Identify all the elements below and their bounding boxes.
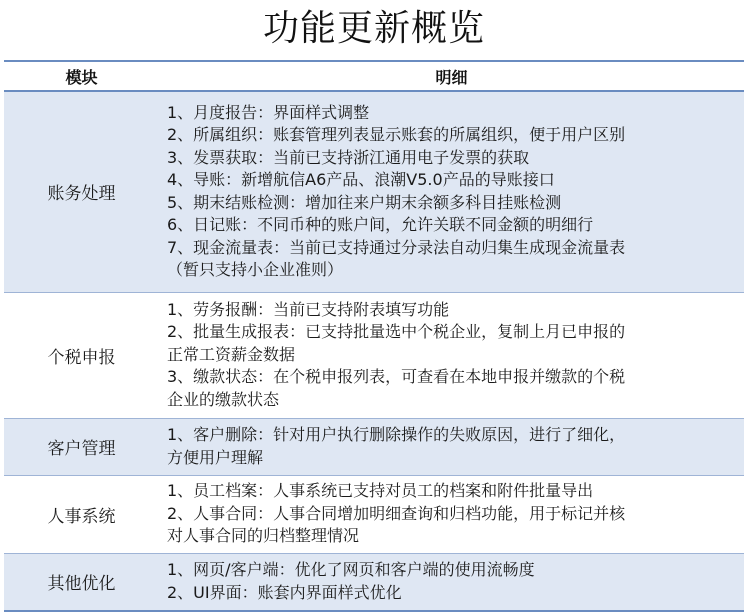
module-cell: 人事系统 — [4, 475, 159, 553]
module-cell: 其他优化 — [4, 553, 159, 611]
module-cell: 客户管理 — [4, 418, 159, 475]
table-header-row — [4, 61, 744, 91]
detail-line: 2、人事合同：人事合同增加明细查询和归档功能，用于标记并核 — [167, 503, 626, 523]
module-cell: 账务处理 — [4, 91, 159, 292]
detail-line: 3、发票获取：当前已支持浙江通用电子发票的获取 — [167, 147, 530, 167]
table-row-hr — [4, 475, 744, 553]
detail-line: 1、客户删除：针对用户执行删除操作的失败原因，进行了细化， — [167, 425, 626, 444]
table-row-other — [4, 553, 744, 611]
detail-line: 4、导账：新增航信A6产品、浪潮V5.0产品的导账接口 — [167, 170, 555, 190]
detail-line: 企业的缴款状态 — [167, 389, 280, 409]
detail-cell — [159, 553, 744, 611]
table-row-accounting — [4, 91, 744, 292]
detail-cell — [159, 475, 744, 553]
detail-line: 2、所属组织：账套管理列表显示账套的所属组织，便于用户区别 — [167, 125, 626, 145]
detail-line: 1、员工档案：人事系统已支持对员工的档案和附件批量导出 — [167, 481, 594, 501]
detail-line: （暂只支持小企业准则） — [167, 260, 344, 280]
detail-line: 方便用户理解 — [167, 447, 264, 467]
detail-line: 1、月度报告：界面样式调整 — [167, 102, 370, 122]
detail-line: 2、批量生成报表：已支持批量选中个税企业，复制上月已申报的 — [167, 322, 626, 342]
detail-line: 1、劳务报酬：当前已支持附表填写功能 — [167, 299, 450, 319]
detail-cell — [159, 292, 744, 418]
update-table — [4, 60, 744, 612]
detail-line: 正常工资薪金数据 — [167, 344, 296, 364]
table-row-personal-tax — [4, 292, 744, 418]
page-title: 功能更新概览 — [262, 8, 485, 49]
module-cell: 个税申报 — [4, 292, 159, 418]
detail-line: 对人事合同的归档整理情况 — [167, 526, 360, 546]
detail-line: 5、期末结账检测：增加往来户期末余额多科目挂账检测 — [167, 192, 562, 212]
detail-line: 7、现金流量表：当前已支持通过分录法自动归集生成现金流量表 — [167, 237, 626, 257]
detail-line: 6、日记账：不同币种的账户间，允许关联不同金额的明细行 — [167, 215, 594, 235]
header-detail: 明细 — [159, 61, 744, 91]
detail-cell — [159, 418, 744, 475]
header-module: 模块 — [4, 61, 159, 91]
table-row-customer — [4, 418, 744, 475]
detail-cell — [159, 91, 744, 292]
detail-line: 3、缴款状态：在个税申报列表，可查看在本地申报并缴款的个税 — [167, 367, 626, 387]
detail-line: 1、网页/客户端：优化了网页和客户端的使用流畅度 — [167, 560, 535, 580]
detail-line: 2、UI界面：账套内界面样式优化 — [167, 582, 402, 602]
